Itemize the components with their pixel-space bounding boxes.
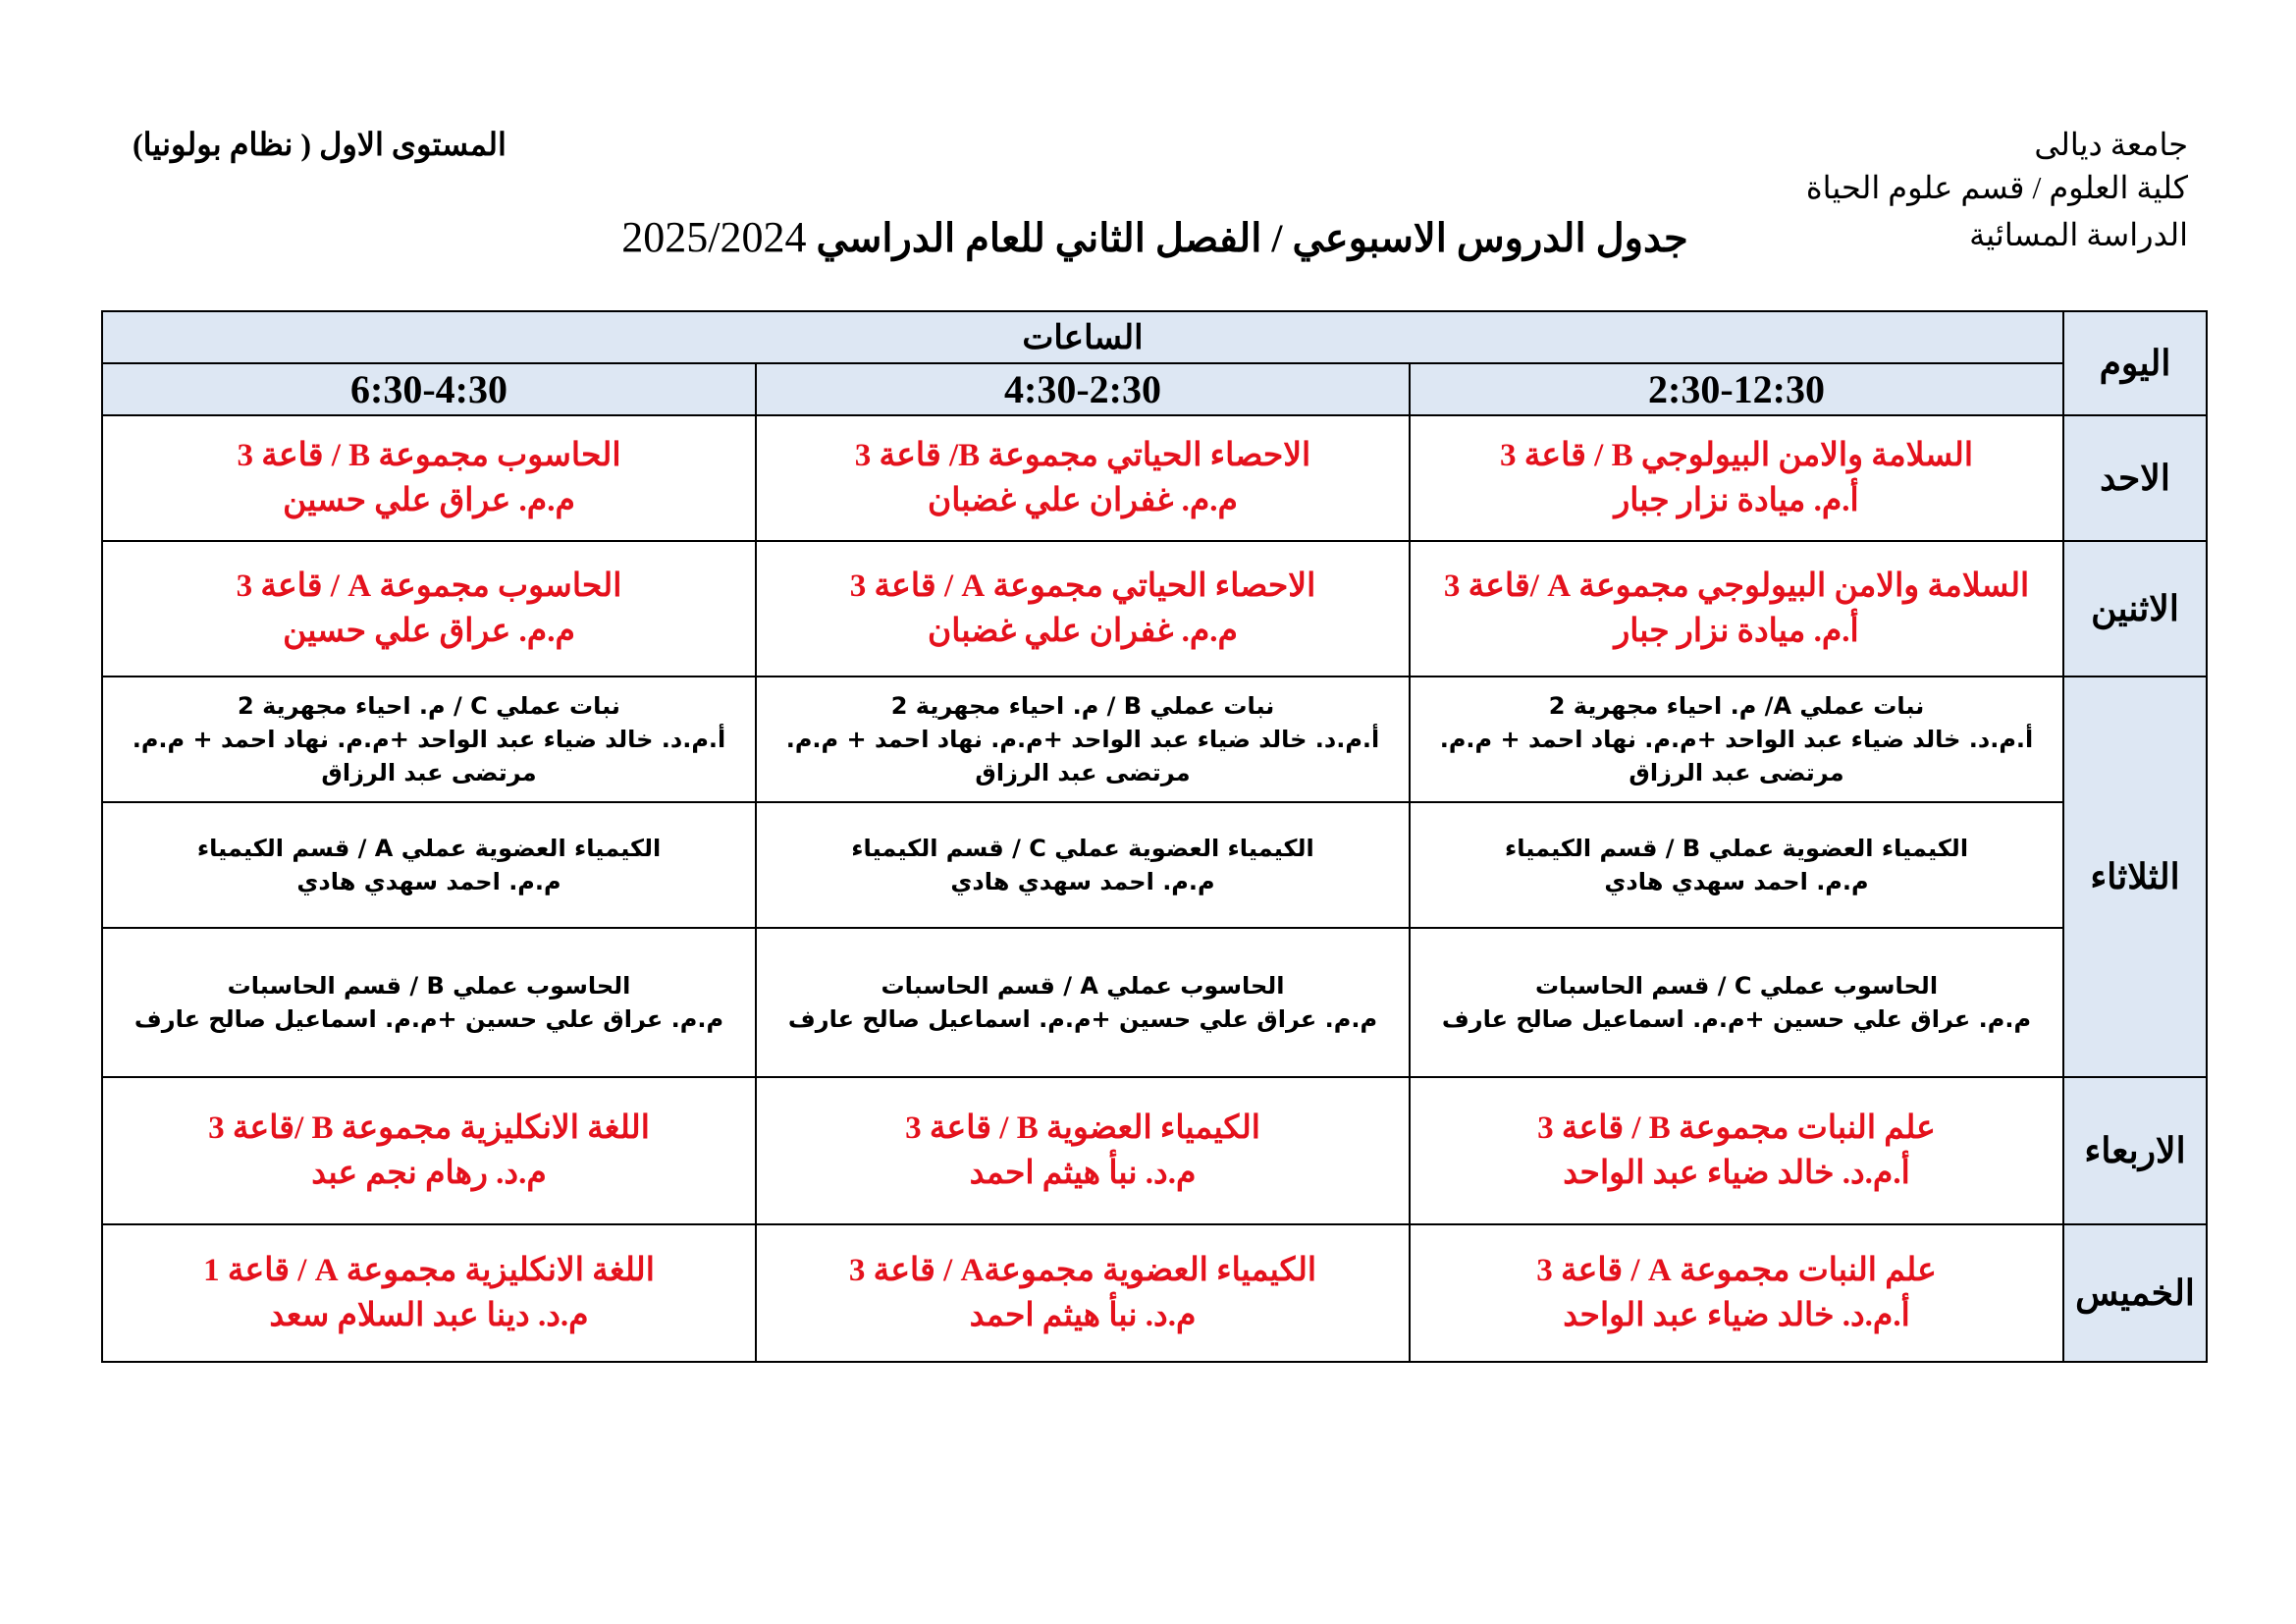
course-name: الاحصاء الحياتي مجموعة B/ قاعة 3	[854, 438, 1311, 473]
schedule-cell	[102, 415, 756, 541]
teacher-name: أ.م.د. خالد ضياء عبد الواحد +م.م. نهاد احمد + م.م. مرتضى عبد الرزاق	[785, 726, 1380, 786]
hours-header: الساعات	[102, 311, 2063, 363]
schedule-cell	[1410, 1224, 2063, 1362]
level-label: المستوى الاول ( نظام بولونيا)	[133, 127, 507, 162]
day-cell-wednesday: الاربعاء	[2063, 1077, 2207, 1224]
schedule-cell	[1410, 677, 2063, 802]
slot-header-3: 6:30-4:30	[102, 363, 756, 415]
teacher-name: م.م. غفران علي غضبان	[928, 614, 1238, 649]
university-name: جامعة ديالى	[2034, 127, 2188, 162]
course-name: الكيمياء العضوية عملي C / قسم الكيمياء	[851, 835, 1314, 862]
table-row	[102, 677, 2207, 802]
teacher-name: م.م. احمد سهدي هادي	[1604, 868, 1869, 895]
teacher-name: م.م. عراق علي حسين +م.م. اسماعيل صالح عارف	[1441, 1005, 2032, 1033]
course-name: اللغة الانكليزية مجموعة B /قاعة 3	[208, 1110, 650, 1146]
teacher-name: أ.م.د. خالد ضياء عبد الواحد +م.م. نهاد احمد + م.م. مرتضى عبد الرزاق	[132, 726, 726, 786]
schedule-cell	[1410, 415, 2063, 541]
course-name: نبات عملي B / م. احياء مجهرية 2	[890, 692, 1275, 720]
table-row	[102, 415, 2207, 541]
schedule-cell	[756, 541, 1410, 677]
slot-header-1: 2:30-12:30	[1410, 363, 2063, 415]
schedule-cell	[1410, 802, 2063, 928]
course-name: نبات عملي A/ م. احياء مجهرية 2	[1548, 692, 1925, 720]
teacher-name: م.م. احمد سهدي هادي	[950, 868, 1215, 895]
course-name: الاحصاء الحياتي مجموعة A / قاعة 3	[849, 568, 1316, 604]
course-name: الكيمياء العضوية عملي A / قسم الكيمياء	[196, 835, 662, 862]
schedule-cell	[102, 541, 756, 677]
table-row	[102, 1224, 2207, 1362]
course-name: الحاسوب عملي B / قسم الحاسبات	[227, 972, 631, 1000]
course-name: السلامة والامن البيولوجي مجموعة A /قاعة 3	[1443, 568, 2030, 604]
college-department: كلية العلوم / قسم علوم الحياة	[1805, 170, 2188, 205]
teacher-name: م.م. غفران علي غضبان	[928, 483, 1238, 518]
schedule-table	[101, 310, 2208, 1363]
schedule-cell	[1410, 1077, 2063, 1224]
teacher-name: م.د. رهام نجم عبد	[311, 1156, 547, 1191]
teacher-name: أ.م.د. خالد ضياء عبد الواحد	[1563, 1298, 1910, 1333]
teacher-name: م.م. عراق علي حسين +م.م. اسماعيل صالح عارف	[787, 1005, 1378, 1033]
table-row	[102, 928, 2207, 1077]
teacher-name: م.م. عراق علي حسين +م.م. اسماعيل صالح عارف	[133, 1005, 724, 1033]
schedule-cell	[102, 1077, 756, 1224]
course-name: الكيمياء العضوية عملي B / قسم الكيمياء	[1504, 835, 1969, 862]
day-cell-sunday: الاحد	[2063, 415, 2207, 541]
table-row	[102, 1077, 2207, 1224]
course-name: علم النبات مجموعة B / قاعة 3	[1537, 1110, 1936, 1146]
teacher-name: م.م. عراق علي حسين	[283, 483, 575, 518]
teacher-name: م.د. نبأ هيثم احمد	[969, 1156, 1197, 1191]
course-name: علم النبات مجموعة A / قاعة 3	[1536, 1253, 1937, 1288]
schedule-cell	[102, 677, 756, 802]
table-row	[102, 541, 2207, 677]
schedule-cell	[756, 415, 1410, 541]
study-type: الدراسة المسائية	[1969, 217, 2188, 252]
schedule-cell	[756, 928, 1410, 1077]
course-name: نبات عملي C / م. احياء مجهرية 2	[238, 692, 620, 720]
course-name: السلامة والامن البيولوجي B / قاعة 3	[1499, 438, 1974, 473]
schedule-cell	[756, 1224, 1410, 1362]
teacher-name: أ.م. ميادة نزار جبار	[1614, 483, 1859, 518]
schedule-cell	[1410, 928, 2063, 1077]
schedule-cell	[1410, 541, 2063, 677]
academic-year: 2025/2024	[621, 213, 807, 261]
schedule-cell	[756, 802, 1410, 928]
course-name: الكيمياء العضوية B / قاعة 3	[905, 1110, 1260, 1146]
teacher-name: م.د. دينا عبد السلام سعد	[269, 1298, 589, 1333]
schedule-cell	[756, 677, 1410, 802]
course-name: الحاسوب مجموعة A / قاعة 3	[236, 568, 622, 604]
teacher-name: م.د. نبأ هيثم احمد	[969, 1298, 1197, 1333]
course-name: اللغة الانكليزية مجموعة A / قاعة 1	[203, 1253, 655, 1288]
day-cell-tuesday: الثلاثاء	[2063, 677, 2207, 1077]
teacher-name: أ.م.د. خالد ضياء عبد الواحد +م.م. نهاد احمد + م.م. مرتضى عبد الرزاق	[1439, 726, 2034, 786]
table-row	[102, 802, 2207, 928]
course-name: الحاسوب عملي C / قسم الحاسبات	[1534, 972, 1939, 1000]
schedule-cell	[756, 1077, 1410, 1224]
title-text: جدول الدروس الاسبوعي / الفصل الثاني للعام الدراسي	[816, 216, 1688, 260]
course-name: الكيمياء العضوية مجموعةA / قاعة 3	[848, 1253, 1317, 1288]
teacher-name: أ.م. ميادة نزار جبار	[1614, 614, 1859, 649]
teacher-name: م.م. احمد سهدي هادي	[296, 868, 561, 895]
slot-header-2: 4:30-2:30	[756, 363, 1410, 415]
day-cell-monday: الاثنين	[2063, 541, 2207, 677]
day-header: اليوم	[2063, 311, 2207, 415]
teacher-name: م.م. عراق علي حسين	[283, 614, 575, 649]
course-name: الحاسوب مجموعة B / قاعة 3	[237, 438, 621, 473]
schedule-cell	[102, 802, 756, 928]
teacher-name: أ.م.د. خالد ضياء عبد الواحد	[1563, 1156, 1910, 1191]
course-name: الحاسوب عملي A / قسم الحاسبات	[881, 972, 1285, 1000]
day-cell-thursday: الخميس	[2063, 1224, 2207, 1362]
schedule-title	[0, 212, 2296, 262]
schedule-cell	[102, 928, 756, 1077]
schedule-cell	[102, 1224, 756, 1362]
